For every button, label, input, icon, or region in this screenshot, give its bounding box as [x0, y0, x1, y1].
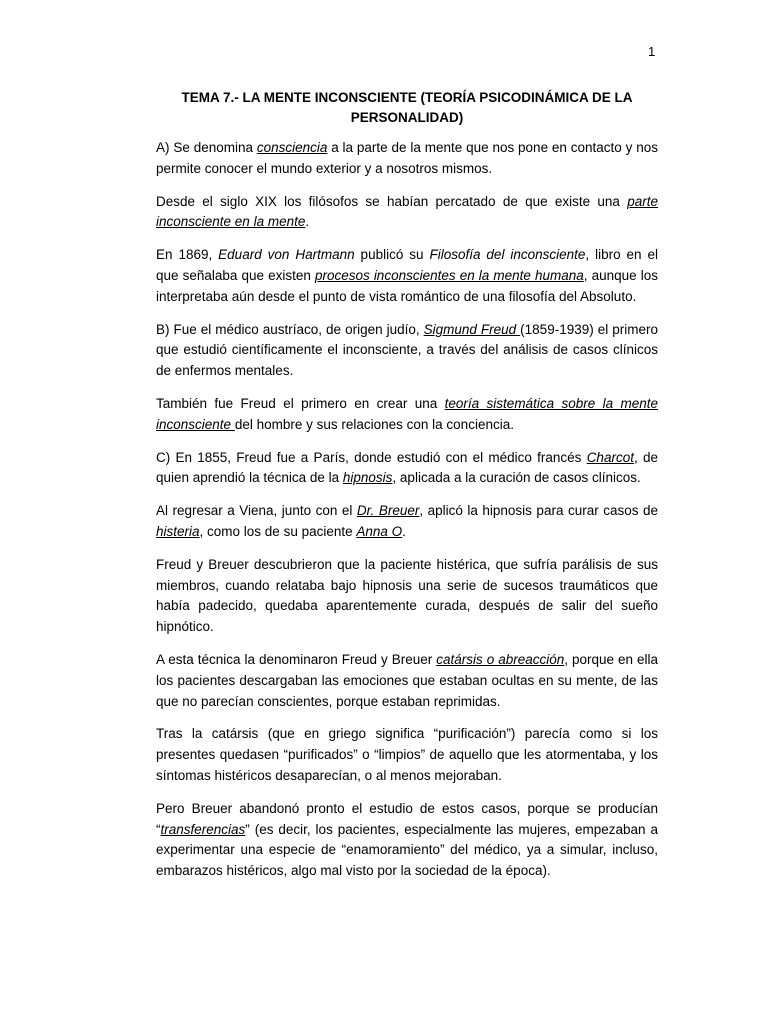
emphasized-term: Dr. Breuer	[356, 503, 420, 519]
paragraph-siglo-xix	[156, 192, 658, 234]
paragraph-text: ” (es decir, los pacientes, especialmente las mujeres, empezaban a experimentar una especie de “enamoramiento” del médico, ya a simular, incluso, embarazos histéricos, algo mal visto por la sociedad de la época).	[156, 821, 658, 879]
paragraph-viena	[156, 501, 658, 543]
paragraph-text: publicó su	[354, 247, 430, 263]
paragraph-text: B) Fue el médico austríaco, de origen judío,	[156, 321, 424, 337]
paragraph-transferencias	[156, 799, 658, 882]
paragraph-text: También fue Freud el primero en crear una	[156, 395, 445, 411]
paragraph-text: .	[402, 523, 406, 539]
paragraph-text: , aunque los interpretaba aún desde el punto de vista romántico de una filosofía del Absoluto.	[156, 267, 659, 304]
paragraph-text: Desde el siglo XIX los filósofos se habían percatado de que existe una	[156, 193, 628, 209]
paragraph-text: , aplicada a la curación de casos clínicos.	[392, 470, 641, 486]
paragraph-text: Freud y Breuer descubrieron que la paciente histérica, que sufría parálisis de sus miembros, cuando relataba bajo hipnosis una serie de sucesos traumáticos que había padecido, quedaba aparentemente curada, después de salir del sueño hipnótico.	[156, 556, 658, 635]
emphasized-term: Filosofía del inconsciente	[429, 247, 586, 263]
page-number: 1	[648, 44, 656, 59]
emphasized-term: Charcot	[586, 449, 634, 465]
document-title: TEMA 7.- LA MENTE INCONSCIENTE (TEORÍA PSICODINÁMICA DE LA PERSONALIDAD)	[181, 90, 633, 125]
emphasized-term: Anna O	[356, 523, 403, 539]
emphasized-term: parte inconsciente en la mente	[156, 193, 658, 230]
paragraph-text: , aplicó la hipnosis para curar casos de	[419, 503, 658, 519]
paragraph-purificacion	[156, 724, 658, 786]
paragraph-text: Al regresar a Viena, junto con el	[156, 503, 357, 519]
paragraph-text: En 1869,	[156, 247, 219, 263]
paragraph-text: del hombre y sus relaciones con la conciencia.	[234, 416, 514, 432]
paragraph-teoria	[156, 394, 658, 436]
document-body	[156, 138, 658, 882]
paragraph-text: , como los de su paciente	[199, 523, 357, 539]
emphasized-term: Eduard von Hartmann	[218, 247, 355, 263]
paragraph-catarsis	[156, 650, 658, 712]
paragraph-text: .	[305, 214, 310, 230]
emphasized-term: teoría sistemática sobre la mente inconsciente	[156, 395, 659, 432]
paragraph-text: , de quien aprendió la técnica de la	[156, 449, 658, 486]
paragraph-a	[156, 138, 658, 180]
emphasized-term: procesos inconscientes en la mente humana	[314, 267, 584, 283]
paragraph-text: A) Se denomina	[156, 140, 257, 155]
paragraph-text: , libro en el que señalaba que existen	[156, 247, 659, 283]
emphasized-term: catársis o abreacción	[436, 651, 565, 667]
paragraph-text: (1859-1939) el primero que estudió científicamente el inconsciente, a través del análisis de casos clínicos de enfermos mentales.	[156, 321, 658, 379]
paragraph-text: , porque en ella los pacientes descargaban las emociones que estaban ocultas en su mente, de las que no parecían conscientes, porque estaban reprimidas.	[156, 651, 658, 709]
paragraph-descubrieron	[156, 555, 658, 638]
emphasized-term: transferencias	[160, 821, 246, 837]
emphasized-term: hipnosis	[342, 470, 393, 486]
paragraph-text: a la parte de la mente que nos pone en contacto y nos permite conocer el mundo exterior y a nosotros mismos.	[156, 140, 658, 176]
paragraph-text: A esta técnica la denominaron Freud y Breuer	[156, 651, 437, 667]
emphasized-term: histeria	[156, 523, 200, 539]
emphasized-term: consciencia	[256, 140, 328, 155]
paragraph-text: C) En 1855, Freud fue a París, donde estudió con el médico francés	[156, 449, 587, 465]
paragraph-text: Tras la catársis (que en griego significa “purificación”) parecía como si los presentes quedasen “purificados” o “limpios” de aquello que les atormentaba, y los síntomas histéricos desaparecían, o al menos mejoraban.	[156, 726, 658, 783]
paragraph-hartmann	[156, 245, 658, 307]
emphasized-term: Sigmund Freud	[423, 321, 521, 337]
paragraph-text: Pero Breuer abandonó pronto el estudio de estos casos, porque se producían “	[156, 800, 658, 837]
paragraph-b	[156, 320, 658, 382]
paragraph-c	[156, 448, 658, 490]
